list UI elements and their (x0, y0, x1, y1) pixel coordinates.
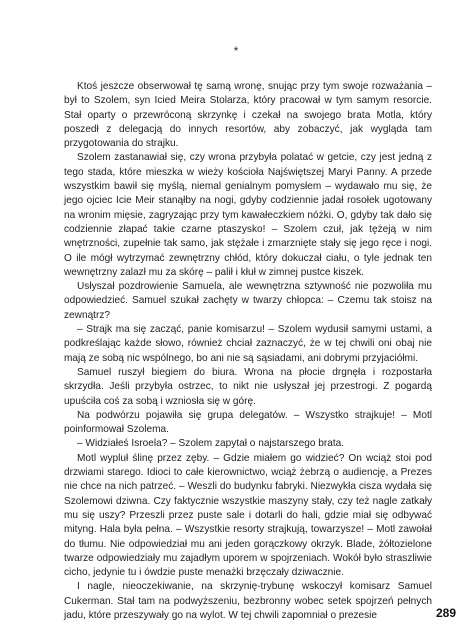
paragraph: Motl wypluł ślinę przez zęby. – Gdzie miałem go widzieć? On wciąż stoi pod drzwiami starego. Idioci to całe kierownictwo, wciąż żebrzą o audiencję, a Prezes nie chce na nich patrzeć. – Weszli do budynku fabryki. Niezwykła cisza wydała się Szolemowi dziwna. Czy faktycznie wszystkie maszyny stały, czy też nagle zatkały mu się uszy? Przeszli przez puste sale i dotarli do hali, gdzie miał się odbywać mityng. Hala była pełna. – Wszystkie resorty strajkują, towarzysze! – Motl zawołał do tłumu. Nie odpowiedział mu ani jeden gorączkowy okrzyk. Blade, żółtozielone twarze odpowiedziały mu zajadłym uporem w spojrzeniach. Wokół było straszliwie cicho, jedynie tu i ówdzie puste menażki brzęczały dziwacznie. (64, 452, 432, 579)
paragraph: Samuel ruszył biegiem do biura. Wrona na płocie drgnęła i rozpostarła skrzydła. Jeśli przybyła ostrzec, to nikt nie usłyszał jej przestrogi. Z pogardą upuściła coś za sobą i wzniosła się w górę. (64, 366, 432, 407)
paragraph: I nagle, nieoczekiwanie, na skrzynię-trybunę wskoczył komisarz Samuel Cukerman. Stał tam na podwyższeniu, bezbronny wobec setek spojrzeń pełnych jadu, które przeszywały go na wylot. W tej chwili zapomniał o prezesie (64, 581, 432, 621)
body-text (64, 80, 432, 623)
page-number: 289 (436, 606, 457, 620)
paragraph: – Strajk ma się zacząć, panie komisarzu! – Szolem wydusił samymi ustami, a podkreślając każde słowo, również chciał zaznaczyć, że w tej chwili oni obaj nie mają ze sobą nic wspólnego, bo ani nie są sąsiadami, ani dobrymi przyjaciółmi. (64, 324, 432, 364)
paragraph: – Widziałeś Isroela? – Szolem zapytał o najstarszego brata. (77, 438, 345, 450)
section-separator: * (233, 44, 239, 58)
paragraph: Usłyszał pozdrowienie Samuela, ale wewnętrzna sztywność nie pozwoliła mu odpowiedzieć. Samuel szukał zachęty w twarzy chłopca: – Czemu tak stoisz na zewnątrz? (64, 281, 432, 321)
paragraph: Szolem zastanawiał się, czy wrona przybyła polatać w getcie, czy jest jedną z tego stada, które mieszka w wieży kościoła Najświętszej Maryi Panny. A przede wszystkim bawił się myślą, niemal genialnym pomysłem – wydawało mu się, że jego ojciec Icie Meir stanąłby na nogi, gdyby codziennie jadał rosołek ugotowany na wronim mięsie, zagryzając przy tym kawałeczkiem nóżki. O, gdyby tak dało się codziennie złapać takie czarne ptaszysko! – Szolem czuł, jak tężeją w nim wnętrzności, zupełnie tak samo, jak stężałe i zmarznięte stały się jego ręce i nogi. O ile mógł wytrzymać zewnętrzny chłód, który dokuczał ciału, o tyle jednak ten wewnętrzny zalazł mu za skórę – palił i kłuł w zimnej pustce kiszek. (64, 152, 432, 278)
paragraph: Na podwórzu pojawiła się grupa delegatów. – Wszystko strajkuje! – Motl poinformował Szolema. (64, 409, 432, 436)
paragraph: Ktoś jeszcze obserwował tę samą wronę, snując przy tym swoje rozważania – był to Szolem, syn Icied Meira Stolarza, który pracował w tym samym resorcie. Stał oparty o przewróconą skrzynkę i czekał na swojego brata Motla, który poszedł z delegacją do innych resortów, aby zobaczyć, jak wygląda tam przygotowania do strajku. (64, 81, 432, 150)
